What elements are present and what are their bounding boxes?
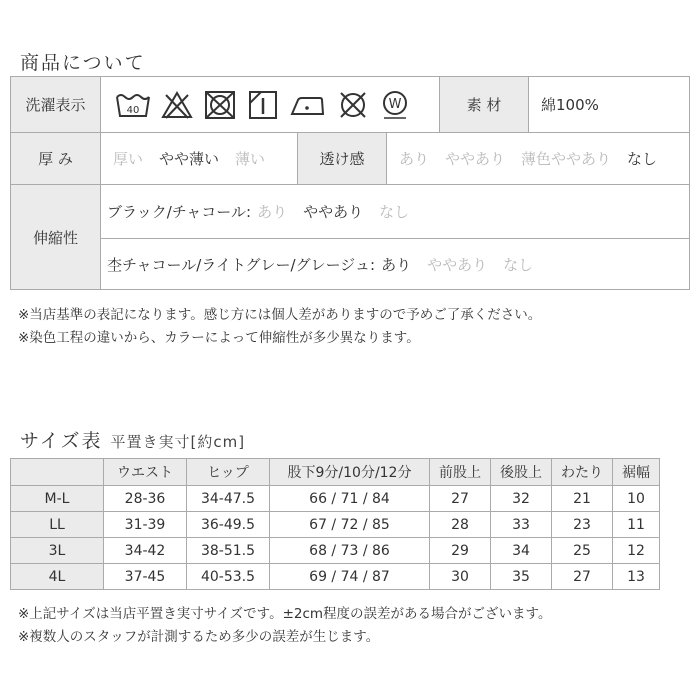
table-cell: 37-45 bbox=[104, 564, 187, 590]
table-cell: 34-42 bbox=[104, 538, 187, 564]
svg-text:W: W bbox=[388, 96, 402, 112]
table-cell: 38-51.5 bbox=[187, 538, 270, 564]
stretch-option: ややあり bbox=[427, 255, 488, 274]
size-label: 4L bbox=[11, 564, 104, 590]
table-cell: 25 bbox=[552, 538, 613, 564]
table-cell: 10 bbox=[613, 486, 660, 512]
stretch-option: あり bbox=[381, 255, 412, 274]
wet-clean-icon bbox=[379, 90, 411, 120]
care-icons bbox=[101, 77, 439, 132]
table-cell: 69 / 74 / 87 bbox=[270, 564, 430, 590]
product-info-table bbox=[10, 76, 690, 290]
divider bbox=[386, 133, 387, 184]
table-cell: 11 bbox=[613, 512, 660, 538]
table-cell: 34-47.5 bbox=[187, 486, 270, 512]
thickness-options bbox=[113, 133, 297, 184]
iron-low-icon bbox=[289, 90, 327, 120]
table-cell: 35 bbox=[491, 564, 552, 590]
table-cell: 31-39 bbox=[104, 512, 187, 538]
thickness-option: やや薄い bbox=[159, 150, 220, 168]
table-cell: 21 bbox=[552, 486, 613, 512]
table-cell: 23 bbox=[552, 512, 613, 538]
table-cell: 13 bbox=[613, 564, 660, 590]
table-cell: 68 / 73 / 86 bbox=[270, 538, 430, 564]
wash-label: 洗濯表示 bbox=[11, 77, 100, 132]
product-info-title: 商品について bbox=[20, 52, 146, 74]
header-cell bbox=[11, 459, 104, 486]
table-cell: 36-49.5 bbox=[187, 512, 270, 538]
stretch-colors: 杢チャコール/ライトグレー/グレージュ: bbox=[107, 255, 376, 274]
size-note: ※複数人のスタッフが計測するため多少の誤差が生じます。 bbox=[18, 629, 380, 645]
size-label: M-L bbox=[11, 486, 104, 512]
stretch-option: あり bbox=[257, 203, 288, 221]
thickness-option: 厚い bbox=[113, 150, 144, 168]
drip-dry-shade-icon bbox=[247, 90, 279, 120]
table-row bbox=[11, 486, 660, 512]
stretch-row bbox=[107, 239, 687, 289]
sheer-option: 薄色ややあり bbox=[521, 150, 612, 168]
table-cell: 29 bbox=[430, 538, 491, 564]
thickness-option: 薄い bbox=[235, 150, 266, 168]
size-table-heading: サイズ表 bbox=[20, 430, 103, 452]
header-cell: 股下9分/10分/12分 bbox=[270, 459, 430, 486]
divider bbox=[528, 77, 529, 132]
no-dry-clean-icon bbox=[337, 90, 369, 120]
table-cell: 34 bbox=[491, 538, 552, 564]
table-cell: 28 bbox=[430, 512, 491, 538]
no-tumble-dry-icon bbox=[203, 90, 237, 120]
header-cell: ウエスト bbox=[104, 459, 187, 486]
table-cell: 12 bbox=[613, 538, 660, 564]
table-cell: 32 bbox=[491, 486, 552, 512]
size-label: 3L bbox=[11, 538, 104, 564]
size-note: ※上記サイズは当店平置き実寸サイズです。±2cm程度の誤差がある場合がございます。 bbox=[18, 606, 552, 622]
size-table-title bbox=[20, 426, 245, 453]
stretch-option: ややあり bbox=[303, 203, 364, 221]
header-cell: 裾幅 bbox=[613, 459, 660, 486]
table-cell: 66 / 71 / 84 bbox=[270, 486, 430, 512]
sheer-option: ややあり bbox=[445, 150, 506, 168]
material-value: 綿100% bbox=[541, 96, 599, 114]
product-note: ※当店基準の表記になります。感じ方には個人差がありますので予めご了承ください。 bbox=[18, 307, 542, 323]
no-bleach-icon bbox=[161, 90, 193, 120]
header-cell: 前股上 bbox=[430, 459, 491, 486]
stretch-option: なし bbox=[379, 203, 410, 221]
header-cell: ヒップ bbox=[187, 459, 270, 486]
product-note: ※染色工程の違いから、カラーによって伸縮性が多少異なります。 bbox=[18, 330, 420, 346]
size-table-subtitle: 平置き実寸[約cm] bbox=[110, 433, 246, 451]
sheer-options bbox=[399, 133, 689, 184]
header-cell: 後股上 bbox=[491, 459, 552, 486]
svg-text:40: 40 bbox=[126, 104, 140, 116]
table-cell: 40-53.5 bbox=[187, 564, 270, 590]
table-row bbox=[11, 564, 660, 590]
table-row bbox=[11, 538, 660, 564]
thickness-label: 厚 み bbox=[11, 133, 100, 184]
wash-40-icon bbox=[115, 90, 151, 120]
stretch-option: なし bbox=[503, 255, 534, 274]
size-table-header-row bbox=[11, 459, 660, 486]
header-cell: わたり bbox=[552, 459, 613, 486]
table-cell: 28-36 bbox=[104, 486, 187, 512]
sheer-label: 透け感 bbox=[298, 133, 386, 184]
stretch-label: 伸縮性 bbox=[11, 185, 100, 289]
table-cell: 30 bbox=[430, 564, 491, 590]
table-cell: 67 / 72 / 85 bbox=[270, 512, 430, 538]
material-label: 素 材 bbox=[440, 77, 528, 132]
size-label: LL bbox=[11, 512, 104, 538]
table-row bbox=[11, 512, 660, 538]
stretch-row bbox=[107, 185, 687, 238]
table-cell: 27 bbox=[552, 564, 613, 590]
table-cell: 33 bbox=[491, 512, 552, 538]
table-cell: 27 bbox=[430, 486, 491, 512]
stretch-colors: ブラック/チャコール: bbox=[107, 203, 252, 221]
size-table bbox=[10, 458, 660, 590]
sheer-option: あり bbox=[399, 150, 430, 168]
sheer-option: なし bbox=[627, 150, 658, 168]
